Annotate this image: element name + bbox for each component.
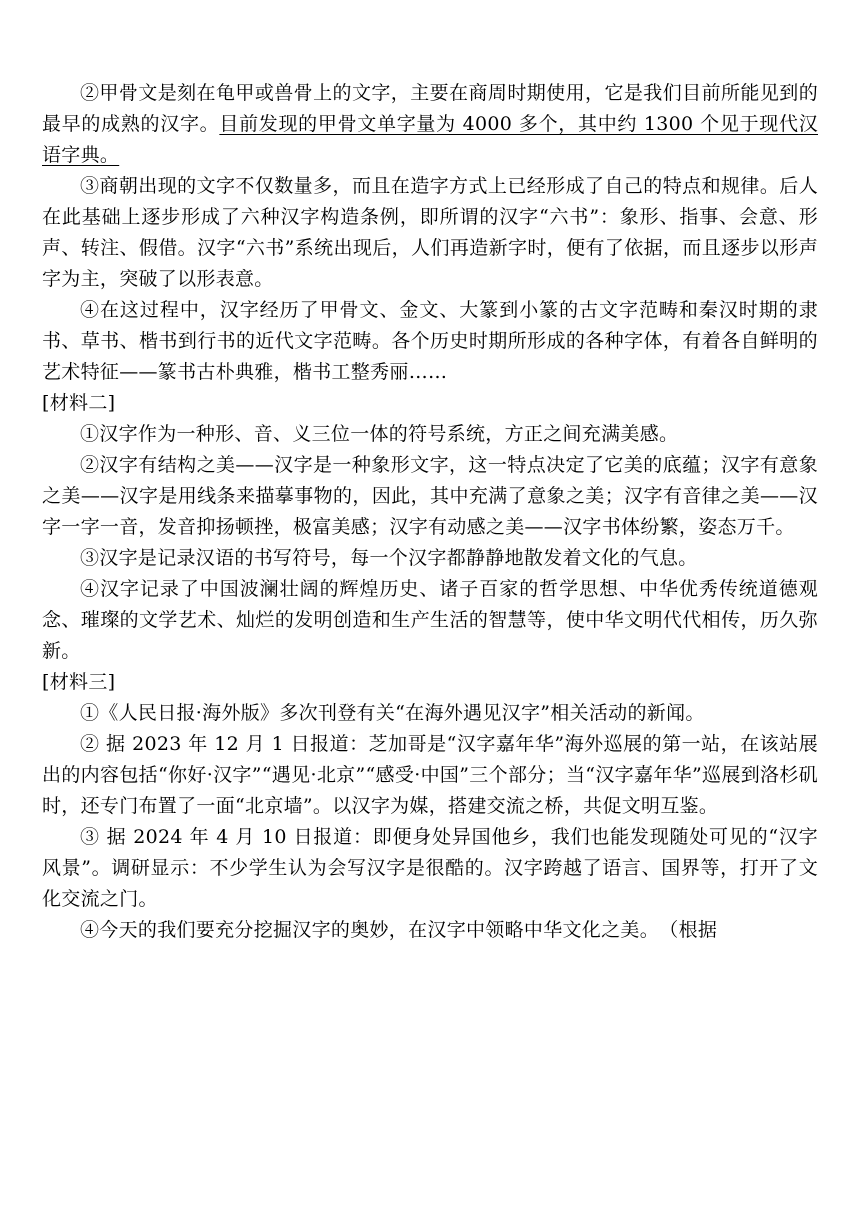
material-two-heading: [材料二] — [42, 392, 116, 414]
paragraph-oracle-bone — [42, 78, 818, 171]
paragraph-april-report: ③ 据 2024 年 4 月 10 日报道：即便身处异国他乡，我们也能发现随处可见的“汉字风景”。调研显示：不少学生认为会写汉字是很酷的。汉字跨越了语言、国界等，打开了文化交流之门。 — [42, 826, 818, 910]
paragraph-history: ④汉字记录了中国波澜壮阔的辉煌历史、诸子百家的哲学思想、中华优秀传统道德观念、璀璨的文学艺术、灿烂的发明创造和生产生活的智慧等，使中华文明代代相传，历久弥新。 — [42, 578, 818, 662]
paragraph-peoples-daily: ①《人民日报·海外版》多次刊登有关“在海外遇见汉字”相关活动的新闻。 — [80, 702, 705, 724]
material-three-heading: [材料三] — [42, 671, 116, 693]
paragraph-writing-symbol: ③汉字是记录汉语的书写符号，每一个汉字都静静地散发着文化的气息。 — [80, 547, 698, 569]
paragraph-beauty: ②汉字有结构之美——汉字是一种象形文字，这一特点决定了它美的底蕴；汉字有意象之美——汉字是用线条来描摹事物的，因此，其中充满了意象之美；汉字有音律之美——汉字一字一音，发音抑扬顿挫，极富美感；汉字有动感之美——汉字书体纷繁，姿态万千。 — [42, 454, 818, 538]
paragraph-script-evolution: ④在这过程中，汉字经历了甲骨文、金文、大篆到小篆的古文字范畴和秦汉时期的隶书、草书、楷书到行书的近代文字范畴。各个历史时期所形成的各种字体，有着各自鲜明的艺术特征——篆书古朴典雅，楷书工整秀丽…… — [42, 299, 818, 383]
paragraph-text: ②甲骨文是刻在龟甲或兽骨上的文字，主要在商周时期使用，它是我们目前所能见到的最早的成熟的汉字。 — [42, 82, 818, 135]
document-page — [42, 78, 818, 946]
paragraph-symbol-system: ①汉字作为一种形、音、义三位一体的符号系统，方正之间充满美感。 — [80, 423, 679, 445]
paragraph-chicago-report: ② 据 2023 年 12 月 1 日报道：芝加哥是“汉字嘉年华”海外巡展的第一站，在该站展出的内容包括“你好·汉字”“遇见·北京”“感受·中国”三个部分；当“汉字嘉年华”巡展到洛杉矶时，还专门布置了一面“北京墙”。以汉字为媒，搭建交流之桥，共促文明互鉴。 — [42, 733, 818, 817]
paragraph-six-scripts: ③商朝出现的文字不仅数量多，而且在造字方式上已经形成了自己的特点和规律。后人在此基础上逐步形成了六种汉字构造条例，即所谓的汉字“六书”：象形、指事、会意、形声、转注、假借。汉字“六书”系统出现后，人们再造新字时，便有了依据，而且逐步以形声字为主，突破了以形表意。 — [42, 175, 818, 290]
paragraph-conclusion: ④今天的我们要充分挖掘汉字的奥妙，在汉字中领略中华文化之美。 （根据 — [80, 919, 718, 941]
underlined-sentence: 目前发现的甲骨文单字量为 4000 多个，其中约 1300 个见于现代汉语字典。 — [42, 113, 818, 166]
